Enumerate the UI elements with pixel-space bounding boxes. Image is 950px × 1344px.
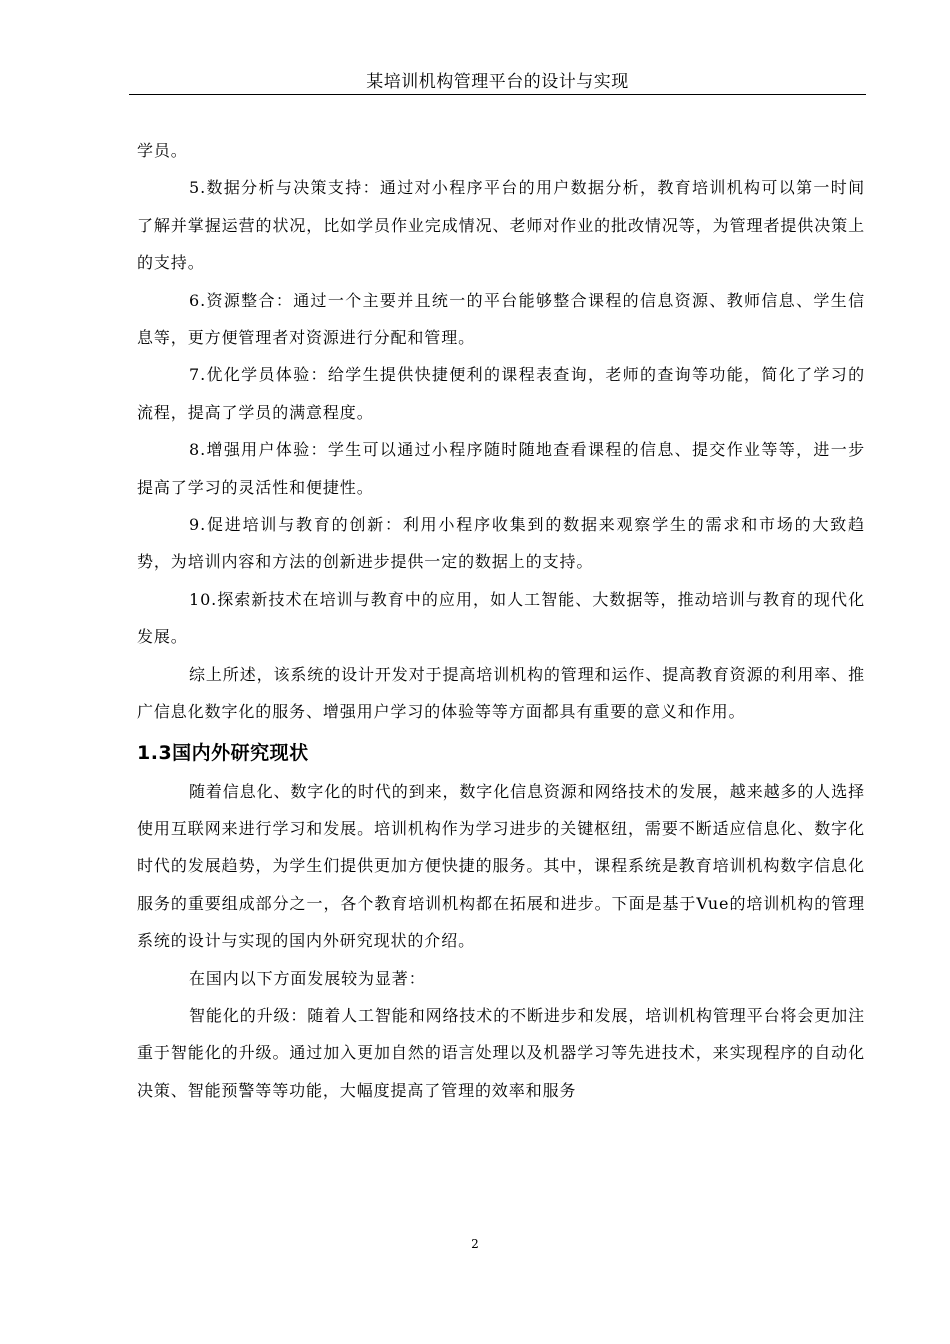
- page-number: 2: [471, 1237, 479, 1251]
- paragraph-domestic-lead: 在国内以下方面发展较为显著：: [189, 968, 426, 988]
- paragraph-summary: 综上所述，该系统的设计开发对于提高培训机构的管理和运作、提高教育资源的利用率、推广信息化数字化的服务、增强用户学习的体验等等方面都具有重要的意义和作用。: [137, 664, 866, 722]
- paragraph-research-intro: 随着信息化、数字化的时代的到来，数字化信息资源和网络技术的发展，越来越多的人选择使用互联网来进行学习和发展。培训机构作为学习进步的关键枢纽，需要不断适应信息化、数字化时代的发展趋势，为学生们提供更加方便快捷的服务。其中，课程系统是教育培训机构数字信息化服务的重要组成部分之一，各个教育培训机构都在拓展和进步。下面是基于Vue的培训机构的管理系统的设计与实现的国内外研究现状的介绍。: [137, 781, 866, 951]
- paragraph-intelligent-upgrade: 智能化的升级：随着人工智能和网络技术的不断进步和发展，培训机构管理平台将会更加注重于智能化的升级。通过加入更加自然的语言处理以及机器学习等先进技术，来实现程序的自动化决策、智能预警等等功能，大幅度提高了管理的效率和服务: [137, 1005, 866, 1100]
- paragraph-continuation: 学员。: [137, 141, 188, 160]
- paragraph-item-9: 9.促进培训与教育的创新：利用小程序收集到的数据来观察学生的需求和市场的大致趋势，为培训内容和方法的创新进步提供一定的数据上的支持。: [137, 515, 865, 572]
- paragraph-item-6: 6.资源整合：通过一个主要并且统一的平台能够整合课程的信息资源、教师信息、学生信息等，更方便管理者对资源进行分配和管理。: [137, 290, 865, 348]
- page-header-title: 某培训机构管理平台的设计与实现: [366, 72, 629, 92]
- header-divider: [129, 94, 866, 95]
- paragraph-item-10: 10.探索新技术在培训与教育中的应用，如人工智能、大数据等，推动培训与教育的现代化发展。: [137, 589, 865, 647]
- paragraph-item-8: 8.增强用户体验：学生可以通过小程序随时随地查看课程的信息、提交作业等等，进一步提高了学习的灵活性和便捷性。: [137, 440, 865, 497]
- paragraph-item-7: 7.优化学员体验：给学生提供快捷便利的课程表查询，老师的查询等功能，简化了学习的流程，提高了学员的满意程度。: [137, 365, 865, 422]
- paragraph-item-5: 5.数据分析与决策支持：通过对小程序平台的用户数据分析，教育培训机构可以第一时间了解并掌握运营的状况，比如学员作业完成情况、老师对作业的批改情况等，为管理者提供决策上的支持。: [137, 178, 865, 273]
- section-heading: 1.3国内外研究现状: [137, 741, 309, 764]
- document-body: [137, 132, 865, 1109]
